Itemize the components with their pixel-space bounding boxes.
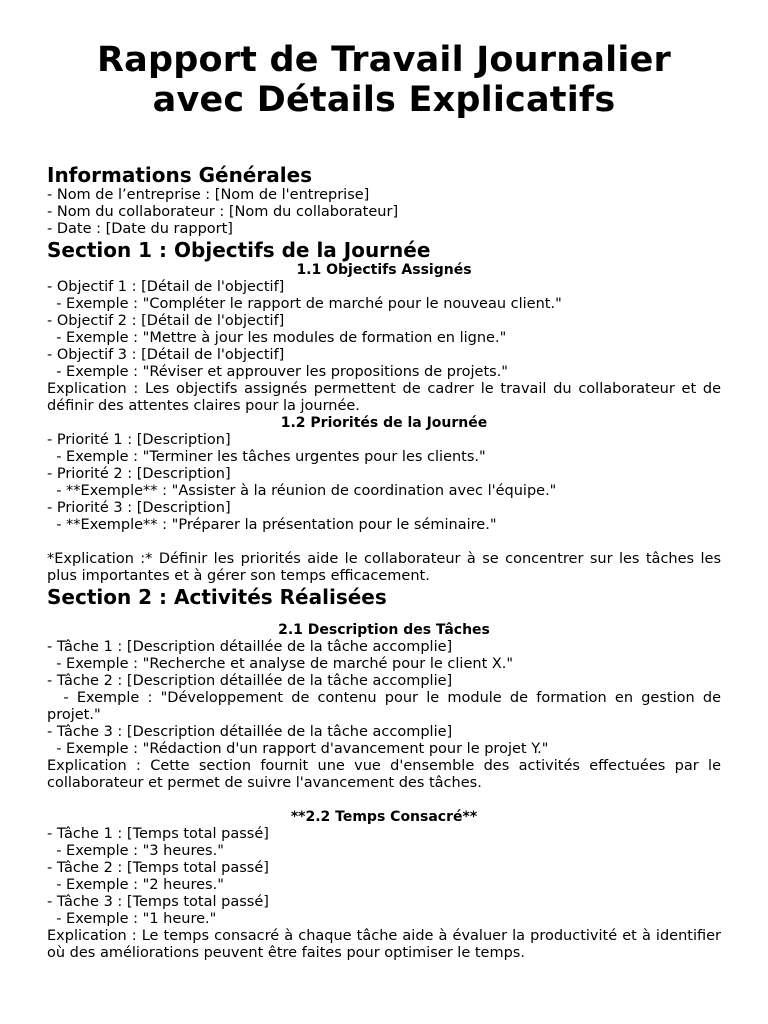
task-example-line: - Exemple : "Développement de contenu pour le module de formation en gestion de projet." (47, 690, 726, 723)
subsection-2-2-heading: **2.2 Temps Consacré** (290, 809, 478, 825)
objective-example-line: - Exemple : "Réviser et approuver les propositions de projets." (47, 364, 508, 380)
time-line: - Tâche 2 : [Temps total passé] (47, 860, 269, 876)
priority-example-line: - Exemple : "Terminer les tâches urgentes pour les clients." (47, 449, 486, 465)
time-example-line: - Exemple : "3 heures." (47, 843, 224, 859)
objectives-explanation: Explication : Les objectifs assignés permettent de cadrer le travail du collaborateur et de définir des attentes claires pour la journée. (47, 381, 721, 414)
priority-line: - Priorité 1 : [Description] (47, 432, 231, 448)
time-example-line: - Exemple : "1 heure." (47, 911, 217, 927)
priority-line: - Priorité 2 : [Description] (47, 466, 231, 482)
task-line: - Tâche 1 : [Description détaillée de la tâche accomplie] (47, 639, 453, 655)
objective-line: - Objectif 2 : [Détail de l'objectif] (47, 313, 285, 329)
task-line: - Tâche 3 : [Description détaillée de la tâche accomplie] (47, 724, 453, 740)
priorities-explanation: *Explication :* Définir les priorités aide le collaborateur à se concentrer sur les tâches les plus importantes et à gérer son temps efficacement. (47, 551, 721, 584)
task-example-line: - Exemple : "Rédaction d'un rapport d'avancement pour le projet Y." (47, 741, 549, 757)
objective-line: - Objectif 3 : [Détail de l'objectif] (47, 347, 285, 363)
spacer (47, 609, 721, 622)
priority-line: - Priorité 3 : [Description] (47, 500, 231, 516)
objective-example-line: - Exemple : "Compléter le rapport de marché pour le nouveau client." (47, 296, 562, 312)
spacer (47, 120, 721, 163)
spacer (47, 534, 721, 551)
company-name-line: - Nom de l’entreprise : [Nom de l'entreprise] (47, 187, 370, 203)
time-line: - Tâche 3 : [Temps total passé] (47, 894, 269, 910)
task-line: - Tâche 2 : [Description détaillée de la tâche accomplie] (47, 673, 453, 689)
task-example-line: - Exemple : "Recherche et analyse de marché pour le client X." (47, 656, 514, 672)
priority-example-line: - **Exemple** : "Préparer la présentation pour le séminaire." (47, 517, 497, 533)
subsection-1-1-heading: 1.1 Objectifs Assignés (296, 262, 472, 278)
document-title: Rapport de Travail Journalier avec Détails Explicatifs (97, 40, 671, 120)
report-date-line: - Date : [Date du rapport] (47, 221, 233, 237)
section-2-heading: Section 2 : Activités Réalisées (47, 585, 387, 609)
subsection-2-1-heading: 2.1 Description des Tâches (278, 622, 490, 638)
general-info-heading: Informations Générales (47, 163, 313, 187)
section-1-heading: Section 1 : Objectifs de la Journée (47, 238, 431, 262)
spacer (47, 792, 721, 809)
subsection-1-2-heading: 1.2 Priorités de la Journée (280, 415, 488, 431)
document-page (47, 40, 726, 962)
activities-explanation: Explication : Cette section fournit une vue d'ensemble des activités effectuées par le collaborateur et permet de suivre l'avancement des tâches. (47, 758, 721, 791)
time-example-line: - Exemple : "2 heures." (47, 877, 224, 893)
employee-name-line: - Nom du collaborateur : [Nom du collaborateur] (47, 204, 399, 220)
time-line: - Tâche 1 : [Temps total passé] (47, 826, 269, 842)
objective-line: - Objectif 1 : [Détail de l'objectif] (47, 279, 285, 295)
priority-example-line: - **Exemple** : "Assister à la réunion de coordination avec l'équipe." (47, 483, 557, 499)
time-explanation: Explication : Le temps consacré à chaque tâche aide à évaluer la productivité et à identifier où des améliorations peuvent être faites pour optimiser le temps. (47, 928, 721, 961)
objective-example-line: - Exemple : "Mettre à jour les modules de formation en ligne." (47, 330, 507, 346)
